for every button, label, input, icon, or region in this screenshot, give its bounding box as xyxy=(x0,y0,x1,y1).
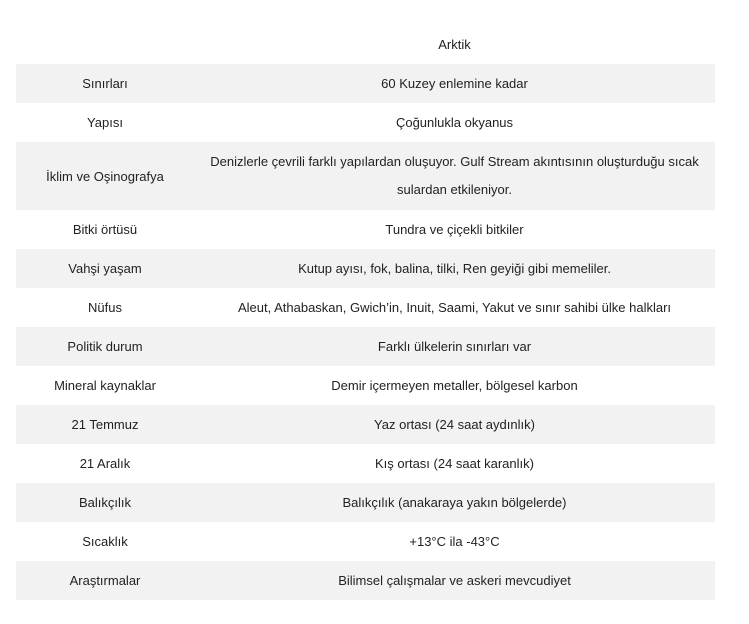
table-row xyxy=(16,64,715,103)
row-label: Nüfus xyxy=(88,300,122,315)
row-label: Sınırları xyxy=(82,76,128,91)
row-label: Vahşi yaşam xyxy=(68,261,142,276)
row-value: Kutup ayısı, fok, balina, tilki, Ren geyiği gibi memeliler. xyxy=(298,260,611,276)
table-row xyxy=(16,249,715,288)
table-row xyxy=(16,210,715,249)
row-value: Farklı ülkelerin sınırları var xyxy=(377,338,532,354)
comparison-table xyxy=(16,25,715,600)
table-row xyxy=(16,327,715,366)
row-label: Araştırmalar xyxy=(69,573,141,588)
table-row xyxy=(16,444,715,483)
table-row xyxy=(16,483,715,522)
table-row xyxy=(16,142,715,210)
row-label: Sıcaklık xyxy=(82,534,128,549)
row-value: Balıkçılık (anakaraya yakın bölgelerde) xyxy=(342,494,567,510)
row-label: Politik durum xyxy=(67,339,143,354)
row-label: Balıkçılık xyxy=(78,495,131,510)
row-label: Yapısı xyxy=(87,115,123,130)
row-value: Tundra ve çiçekli bitkiler xyxy=(385,221,524,237)
table-row xyxy=(16,405,715,444)
row-value: Denizlerle çevrili farklı yapılardan oluşuyor. Gulf Stream akıntısının oluşturduğu sıcak sulardan etkileniyor. xyxy=(210,154,699,197)
row-value: Yaz ortası (24 saat aydınlık) xyxy=(374,416,535,432)
row-value: Demir içermeyen metaller, bölgesel karbon xyxy=(331,377,578,393)
table-header-row xyxy=(16,25,715,64)
row-value: Çoğunlukla okyanus xyxy=(395,114,514,130)
row-value: Kış ortası (24 saat karanlık) xyxy=(375,455,534,471)
table-row xyxy=(16,561,715,600)
row-label: 21 Temmuz xyxy=(71,417,139,432)
row-label: 21 Aralık xyxy=(79,456,131,471)
row-value: Aleut, Athabaskan, Gwich’in, Inuit, Saami, Yakut ve sınır sahibi ülke halkları xyxy=(237,299,672,315)
table-row xyxy=(16,366,715,405)
header-title-cell: Arktik xyxy=(438,36,471,52)
row-label: Mineral kaynaklar xyxy=(54,378,156,393)
table-row xyxy=(16,288,715,327)
row-value: Bilimsel çalışmalar ve askeri mevcudiyet xyxy=(338,572,571,588)
row-value: 60 Kuzey enlemine kadar xyxy=(381,75,528,91)
table-row xyxy=(16,522,715,561)
row-label: İklim ve Oşinografya xyxy=(46,168,164,184)
row-value: +13°C ila -43°C xyxy=(409,533,500,549)
row-label: Bitki örtüsü xyxy=(72,222,138,237)
table-row xyxy=(16,103,715,142)
